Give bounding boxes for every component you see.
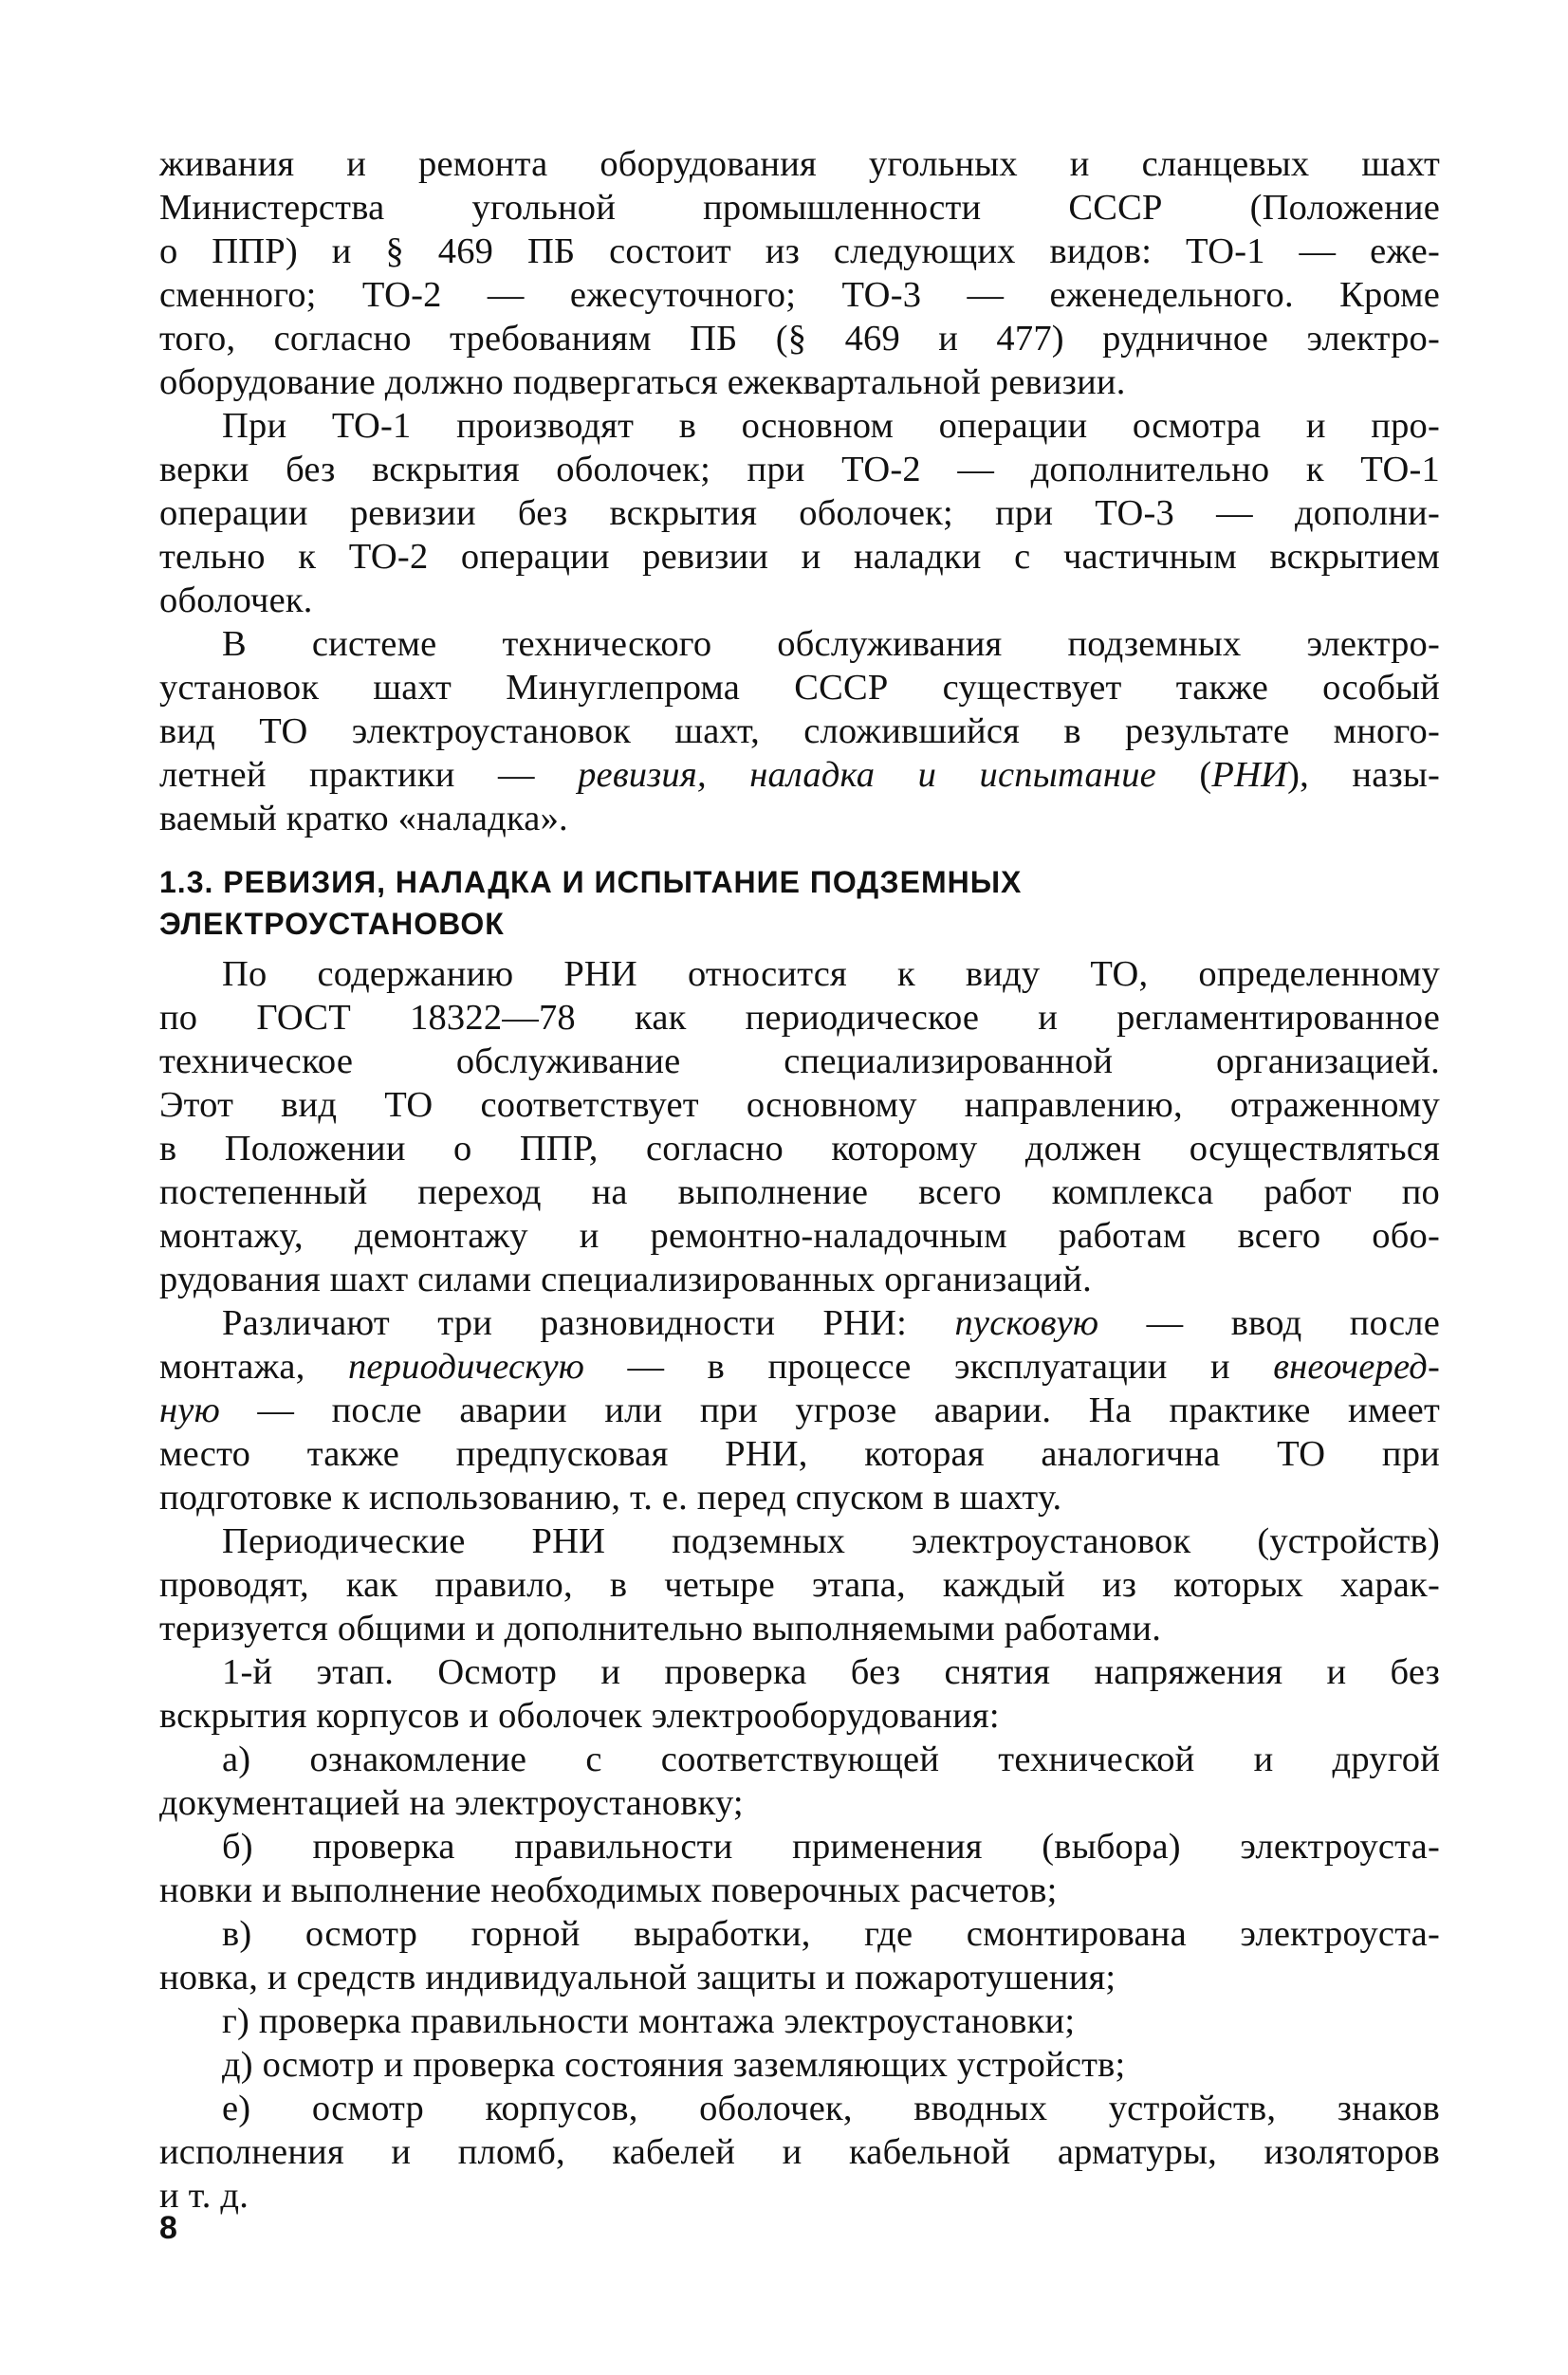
list-item [159, 2043, 1440, 2087]
emphasis-term-rni: ревизия, наладка и испытание [578, 755, 1156, 795]
text-run: — в процессе эксплуатации и [584, 1347, 1274, 1387]
list-item [159, 1738, 1440, 1825]
paragraph-line: операции ревизии без вскрытия оболочек; при ТО-3 — дополни- [159, 493, 1440, 533]
paragraph-line: оболочек. [159, 580, 313, 620]
paragraph-line: постепенный переход на выполнение всего комплекса работ по [159, 1172, 1440, 1212]
emphasis-term: пусковую [954, 1303, 1099, 1343]
list-item [159, 1999, 1440, 2043]
paragraph-line: живания и ремонта оборудования угольных и сланцевых шахт [159, 144, 1440, 184]
page-body [159, 142, 1440, 2218]
emphasis-term: периодическую [347, 1347, 585, 1387]
list-item [159, 1912, 1440, 1999]
list-item-line: новка, и средств индивидуальной защиты и пожаротушения; [159, 1958, 1116, 1998]
paragraph-line: В системе технического обслуживания подземных электро- [222, 624, 1440, 664]
paragraph-line [159, 1389, 1440, 1432]
paragraph-line: оборудование должно подвергаться ежеквартальной ревизии. [159, 362, 1126, 402]
paragraph-3 [159, 622, 1440, 840]
paragraph-line: место также предпусковая РНИ, которая аналогична ТО при [159, 1434, 1440, 1474]
list-item [159, 1825, 1440, 1912]
text-run: ( [1155, 755, 1212, 795]
list-item-line: б) проверка правильности применения (выбора) электроуста- [222, 1827, 1440, 1867]
paragraph-line: Министерства угольной промышленности СССР (Положение [159, 188, 1440, 228]
section-heading-line: 1.3. РЕВИЗИЯ, НАЛАДКА И ИСПЫТАНИЕ ПОДЗЕМНЫХ [159, 865, 1023, 899]
paragraph-2 [159, 404, 1440, 622]
page-number: 8 [159, 2210, 177, 2246]
paragraph-line: сменного; ТО-2 — ежесуточного; ТО-3 — еженедельного. Кроме [159, 275, 1440, 315]
paragraph-line: вскрытия корпусов и оболочек электрооборудования: [159, 1696, 1000, 1736]
emphasis-term: ную [159, 1390, 220, 1430]
paragraph-line [159, 1301, 1440, 1345]
list-item-line: е) осмотр корпусов, оболочек, вводных устройств, знаков [222, 2089, 1440, 2128]
section-heading-line: ЭЛЕКТРОУСТАНОВОК [159, 907, 505, 941]
paragraph-line: теризуется общими и дополнительно выполняемыми работами. [159, 1609, 1162, 1648]
list-item-line: г) проверка правильности монтажа электроустановки; [222, 2001, 1076, 2041]
paragraph-line: При ТО-1 производят в основном операции осмотра и про- [222, 406, 1440, 446]
paragraph-line: рудования шахт силами специализированных организаций. [159, 1260, 1092, 1299]
paragraph-line: о ППР) и § 469 ПБ состоит из следующих видов: ТО-1 — еже- [159, 231, 1440, 271]
paragraph-line: установок шахт Минуглепрома СССР существует также особый [159, 668, 1440, 708]
text-run: ), назы- [1287, 755, 1440, 795]
paragraph-line [159, 753, 1440, 797]
list-item-line: документацией на электроустановку; [159, 1783, 744, 1823]
list-item-line: д) осмотр и проверка состояния заземляющих устройств; [222, 2045, 1126, 2085]
text-run: Различают три разновидности РНИ: [222, 1303, 955, 1343]
paragraph-6 [159, 1519, 1440, 1650]
paragraph-5 [159, 1301, 1440, 1519]
paragraph-line: в Положении о ППР, согласно которому должен осуществляться [159, 1129, 1440, 1169]
paragraph-line: верки без вскрытия оболочек; при ТО-2 — дополнительно к ТО-1 [159, 450, 1440, 489]
paragraph-line [159, 1345, 1440, 1389]
paragraph-line: Периодические РНИ подземных электроустановок (устройств) [222, 1521, 1440, 1561]
text-run: — ввод после [1098, 1303, 1440, 1343]
emphasis-term: внеочеред- [1273, 1347, 1440, 1387]
section-heading [159, 861, 1440, 945]
paragraph-line: подготовке к использованию, т. е. перед спуском в шахту. [159, 1478, 1062, 1518]
paragraph-line: того, согласно требованиям ПБ (§ 469 и 477) рудничное электро- [159, 319, 1440, 359]
paragraph-line: проводят, как правило, в четыре этапа, каждый из которых харак- [159, 1565, 1440, 1605]
paragraph-line: тельно к ТО-2 операции ревизии и наладки с частичным вскрытием [159, 537, 1440, 577]
list-item-line: и т. д. [159, 2176, 249, 2216]
paragraph-line: по ГОСТ 18322—78 как периодическое и регламентированное [159, 998, 1440, 1038]
list-item-line: новки и выполнение необходимых поверочных расчетов; [159, 1870, 1058, 1910]
list-item-line: в) осмотр горной выработки, где смонтирована электроуста- [222, 1914, 1440, 1954]
paragraph-line: монтажу, демонтажу и ремонтно-наладочным работам всего обо- [159, 1216, 1440, 1256]
list-item-line: исполнения и пломб, кабелей и кабельной арматуры, изоляторов [159, 2132, 1440, 2172]
paragraph-line: Этот вид ТО соответствует основному направлению, отраженному [159, 1085, 1440, 1125]
text-run: летней практики — [159, 755, 579, 795]
paragraph-line: По содержанию РНИ относится к виду ТО, определенному [222, 954, 1440, 994]
paragraph-4 [159, 952, 1440, 1301]
emphasis-abbr-rni: РНИ [1211, 755, 1288, 795]
list-item-line: а) ознакомление с соответствующей технической и другой [222, 1740, 1440, 1779]
paragraph-line: техническое обслуживание специализированной организацией. [159, 1041, 1440, 1081]
paragraph-7 [159, 1650, 1440, 1738]
work-list [159, 1738, 1440, 2218]
paragraph-line: вид ТО электроустановок шахт, сложившийся в результате много- [159, 711, 1440, 751]
paragraph-line: 1-й этап. Осмотр и проверка без снятия напряжения и без [222, 1652, 1440, 1692]
list-item [159, 2087, 1440, 2218]
paragraph-line: ваемый кратко «наладка». [159, 799, 568, 838]
paragraph-1 [159, 142, 1440, 404]
text-run: — после аварии или при угрозе аварии. На практике имеет [219, 1390, 1440, 1430]
text-run: монтажа, [159, 1347, 348, 1387]
